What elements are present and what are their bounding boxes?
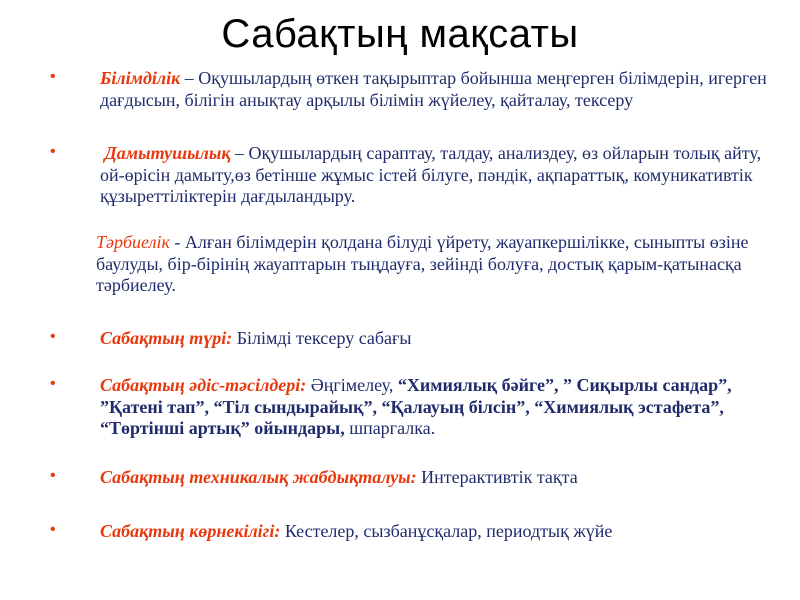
- visual-aids-text: Кестелер, сызбанұсқалар, периодтық жүйе: [280, 521, 613, 541]
- methods-games: “Химиялық бәйге”, ” Сиқырлы сандар”, ”Қатені тап”, “Тіл сындырайық”, “Қалауың білсін”, “Химиялық эстафета”, “Төртінші артық” ойындары,: [100, 375, 732, 438]
- goal-text: – Оқушылардың сараптау, талдау, анализдеу, өз ойларын толық айту, ой-өрісін дамыту,өз бетінше жұмыс істей білуге, пәндік, ақпараттық, комуникативтік құзыреттіліктерін дағдыландыру.: [100, 143, 762, 206]
- methods-tail: шпаргалка.: [344, 418, 436, 438]
- goal-text: – Оқушылардың өткен тақырыптар бойынша меңгерген білімдерін, игерген дағдысын, білігін анықтау арқылы білімін жүйелеу, қайталау, тексеру: [100, 68, 767, 110]
- goal-item-developmental: [100, 143, 780, 208]
- bullet-icon: •: [50, 328, 56, 345]
- bullet-icon: •: [50, 68, 56, 85]
- goal-label: Білімділік: [100, 68, 181, 88]
- equipment-item: [100, 467, 780, 489]
- lesson-type-item: [100, 328, 780, 350]
- goal-item-upbringing: [96, 232, 786, 297]
- bullet-icon: •: [50, 521, 56, 538]
- lesson-type-text: Білімді тексеру сабағы: [232, 328, 412, 348]
- slide-title: Сабақтың мақсаты: [221, 12, 579, 56]
- goal-text: - Алған білімдерін қолдана білуді үйрету, жауапкершілікке, сыныпты өзіне баулуды, бір-бірінің жауаптарын тыңдауға, зейінді болуға, достық қарым-қатынасқа тәрбиелеу.: [96, 232, 749, 295]
- methods-text: Әңгімелеу,: [306, 375, 398, 395]
- goal-label: Тәрбиелік: [96, 232, 170, 252]
- goal-item-educational: [100, 68, 780, 111]
- visual-aids-label: Сабақтың көрнекілігі:: [100, 521, 281, 541]
- visual-aids-item: [100, 521, 780, 543]
- bullet-icon: •: [50, 467, 56, 484]
- goal-label: Дамытушылық: [104, 143, 231, 163]
- lesson-type-label: Сабақтың түрі:: [100, 328, 233, 348]
- equipment-text: Интерактивтік тақта: [416, 467, 578, 487]
- equipment-label: Сабақтың техникалық жабдықталуы:: [100, 467, 417, 487]
- methods-item: [100, 375, 780, 440]
- bullet-icon: •: [50, 375, 56, 392]
- bullet-icon: •: [50, 143, 56, 160]
- methods-label: Сабақтың әдіс-тәсілдері:: [100, 375, 307, 395]
